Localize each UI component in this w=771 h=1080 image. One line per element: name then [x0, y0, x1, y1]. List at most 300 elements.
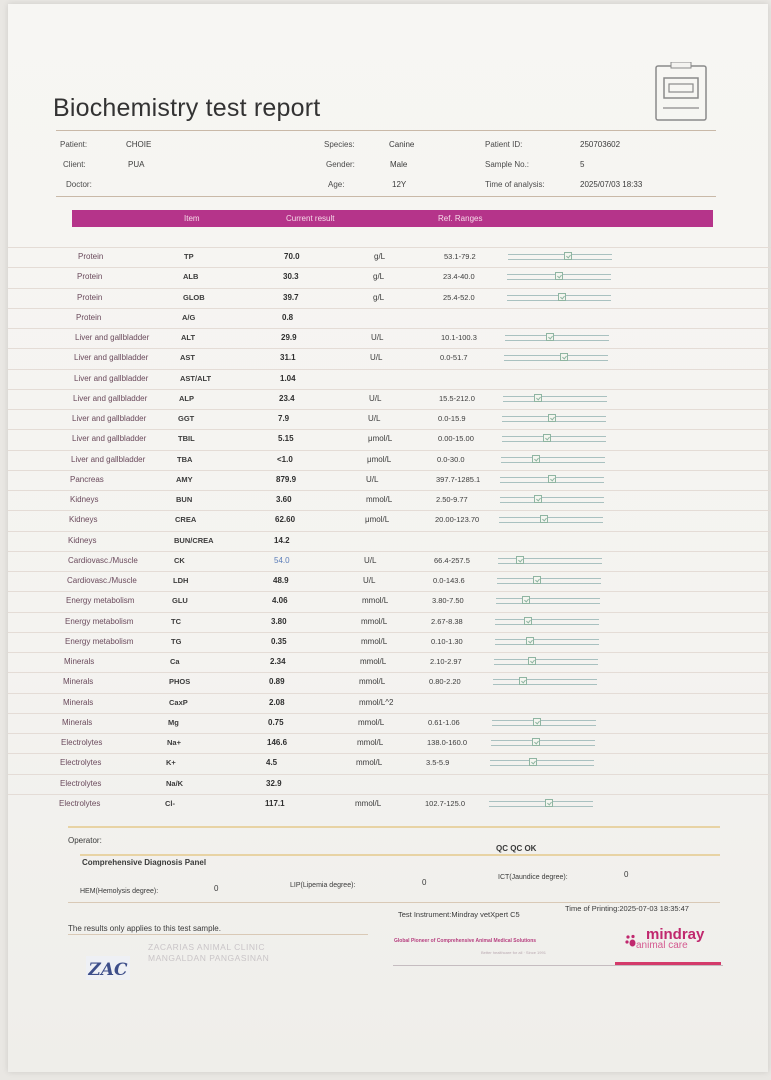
time-of-analysis-value: 2025/07/03 18:33: [580, 180, 643, 189]
ref-range-cell: 3.80-7.50: [432, 596, 464, 606]
range-marker-icon: [529, 758, 537, 766]
unit-cell: mmol/L: [357, 738, 384, 747]
range-bar: [500, 497, 604, 503]
disclaimer: The results only applies to this test sample.: [68, 924, 221, 933]
row-divider: [8, 450, 771, 451]
client-value: PUA: [128, 160, 145, 169]
category-cell: Kidneys: [68, 535, 97, 545]
item-cell: AST/ALT: [180, 373, 212, 383]
sample-no-label: Sample No.:: [485, 160, 530, 169]
ref-range-cell: 397.7-1285.1: [436, 474, 481, 484]
range-marker-icon: [516, 556, 524, 564]
row-divider: [8, 652, 771, 653]
analyzer-icon: [651, 62, 711, 124]
hem-label: HEM(Hemolysis degree):: [80, 888, 159, 895]
row-divider: [8, 470, 771, 471]
result-cell: 23.4: [279, 393, 295, 403]
patient-id-label: Patient ID:: [485, 140, 523, 149]
lip-label: LIP(Lipemia degree):: [290, 882, 356, 889]
row-divider: [8, 348, 771, 349]
unit-cell: U/L: [370, 353, 383, 363]
item-cell: TC: [171, 616, 181, 626]
range-bar-bottom: [504, 360, 608, 361]
table-row: [8, 551, 771, 571]
column-ref-ranges: Ref. Ranges: [438, 214, 483, 223]
unit-cell: U/L: [363, 576, 376, 585]
ref-range-cell: 0.61-1.06: [428, 717, 460, 727]
category-cell: Liver and gallbladder: [75, 333, 150, 342]
result-cell: 4.5: [266, 758, 278, 768]
brand-subtitle: animal care: [636, 940, 688, 951]
range-bar-top: [505, 335, 609, 336]
item-cell: CK: [174, 555, 185, 565]
unit-cell: U/L: [364, 555, 377, 565]
range-bar: [493, 679, 597, 685]
row-divider: [8, 531, 771, 532]
doctor-label: Doctor:: [66, 180, 92, 189]
row-divider: [8, 612, 771, 613]
item-cell: ALT: [181, 333, 196, 342]
range-bar-top: [501, 457, 605, 458]
result-cell: 7.9: [278, 414, 290, 423]
ref-range-cell: 2.50-9.77: [436, 495, 468, 504]
range-marker-icon: [526, 637, 534, 645]
item-cell: K+: [166, 758, 176, 768]
row-divider: [8, 753, 771, 754]
row-divider: [8, 632, 771, 633]
table-row: [8, 247, 771, 267]
ref-range-cell: 2.67-8.38: [431, 616, 463, 626]
range-marker-icon: [533, 718, 541, 726]
result-cell: 31.1: [280, 353, 296, 363]
clinic-logo-text: ZAC: [88, 960, 128, 980]
table-row: [8, 510, 771, 530]
row-divider: [8, 733, 771, 734]
category-cell: Protein: [77, 272, 103, 282]
row-divider: [8, 490, 771, 491]
result-cell: 117.1: [265, 798, 285, 808]
unit-cell: U/L: [368, 414, 381, 423]
ref-range-cell: 138.0-160.0: [427, 738, 468, 747]
table-row: [8, 774, 771, 794]
age-label: Age:: [328, 180, 345, 189]
range-marker-icon: [532, 738, 540, 746]
table-row: [8, 348, 771, 368]
table-row: [8, 672, 771, 692]
table-row: [8, 409, 771, 429]
item-cell: Cl-: [165, 798, 175, 808]
table-row: [8, 652, 771, 672]
result-cell: 2.08: [269, 697, 285, 707]
range-bar: [496, 598, 600, 604]
range-bar-top: [490, 760, 594, 761]
client-label: Client:: [63, 160, 86, 169]
header-rule-bottom: [56, 196, 716, 197]
result-cell: 54.0: [274, 555, 290, 565]
item-cell: AST: [180, 353, 195, 363]
category-cell: Electrolytes: [60, 758, 102, 768]
patient-id-value: 250703602: [580, 140, 621, 149]
result-cell: 0.89: [269, 677, 285, 687]
result-cell: 14.2: [274, 535, 290, 545]
clinic-logo: [86, 956, 130, 980]
ref-range-cell: 2.10-2.97: [430, 657, 462, 666]
range-bar-bottom: [492, 725, 596, 726]
ref-range-cell: 25.4-52.0: [443, 292, 475, 302]
unit-cell: g/L: [373, 272, 385, 282]
range-marker-icon: [548, 414, 556, 422]
range-bar-top: [494, 659, 598, 660]
table-row: [8, 794, 771, 814]
results-table-header: [72, 210, 713, 227]
column-current-result: Current result: [286, 214, 335, 223]
category-cell: Energy metabolism: [65, 616, 134, 626]
row-divider: [8, 409, 771, 410]
table-row: [8, 713, 771, 733]
species-value: Canine: [389, 140, 415, 149]
item-cell: Na+: [167, 738, 181, 747]
unit-cell: mmol/L: [355, 798, 382, 808]
range-bar-bottom: [496, 603, 600, 604]
range-bar: [498, 558, 602, 564]
range-marker-icon: [534, 495, 542, 503]
range-marker-icon: [560, 353, 568, 361]
range-bar-bottom: [494, 664, 598, 665]
table-row: [8, 733, 771, 753]
table-row: [8, 308, 771, 328]
unit-cell: mmol/L: [360, 657, 387, 666]
unit-cell: mmol/L: [358, 717, 385, 727]
row-divider: [8, 571, 771, 572]
item-cell: AMY: [176, 474, 193, 484]
range-bar: [495, 619, 599, 625]
category-cell: Liver and gallbladder: [72, 414, 147, 423]
ref-range-cell: 0.0-143.6: [433, 576, 465, 585]
range-bar-bottom: [491, 745, 595, 746]
row-divider: [8, 591, 771, 592]
result-cell: 62.60: [275, 515, 296, 525]
patient-label: Patient:: [60, 140, 88, 149]
result-cell: <1.0: [277, 454, 293, 464]
range-bar-top: [493, 679, 597, 680]
table-row: [8, 470, 771, 490]
unit-cell: mmol/L: [362, 596, 389, 606]
result-cell: 5.15: [278, 434, 294, 444]
ict-value: 0: [624, 870, 629, 879]
result-cell: 1.04: [280, 373, 296, 383]
category-cell: Minerals: [64, 657, 95, 666]
time-of-printing: Time of Printing:2025-07-03 18:35:47: [565, 904, 689, 913]
brand-name: mindray: [646, 926, 705, 943]
result-cell: 0.8: [282, 312, 294, 322]
table-row: [8, 531, 771, 551]
ref-range-cell: 20.00-123.70: [435, 515, 480, 525]
range-marker-icon: [519, 677, 527, 685]
item-cell: TBA: [177, 454, 193, 464]
unit-cell: mmol/L: [361, 636, 388, 646]
range-bar-bottom: [490, 765, 594, 766]
result-cell: 3.80: [271, 616, 287, 626]
ref-range-cell: 102.7-125.0: [425, 798, 466, 808]
footer-rule-2: [80, 854, 720, 856]
result-cell: 48.9: [273, 576, 289, 585]
category-cell: Kidneys: [70, 495, 99, 504]
ref-range-cell: 0.80-2.20: [429, 677, 461, 687]
category-cell: Liver and gallbladder: [74, 353, 149, 363]
category-cell: Energy metabolism: [65, 636, 134, 646]
category-cell: Protein: [78, 252, 104, 261]
report-paper: [8, 4, 768, 1072]
range-marker-icon: [546, 333, 554, 341]
category-cell: Liver and gallbladder: [74, 373, 149, 383]
table-row: [8, 612, 771, 632]
row-divider: [8, 551, 771, 552]
unit-cell: μmol/L: [365, 515, 390, 525]
item-cell: CaxP: [169, 697, 188, 707]
qc-status: QC QC OK: [496, 844, 537, 853]
range-marker-icon: [564, 252, 572, 260]
operator-label: Operator:: [68, 836, 102, 845]
range-bar-top: [503, 396, 607, 397]
range-bar: [489, 801, 593, 807]
item-cell: ALB: [183, 272, 199, 282]
range-bar: [497, 578, 601, 584]
item-cell: GLU: [172, 596, 188, 606]
item-cell: CREA: [175, 515, 197, 525]
result-cell: 2.34: [270, 657, 286, 666]
row-divider: [8, 369, 771, 370]
result-cell: 39.7: [283, 292, 299, 302]
patient-value: CHOIE: [126, 140, 152, 149]
category-cell: Minerals: [63, 677, 94, 687]
range-bar-bottom: [489, 806, 593, 807]
row-divider: [8, 247, 771, 248]
report-title: Biochemistry test report: [53, 94, 321, 122]
ref-range-cell: 3.5-5.9: [426, 758, 450, 768]
range-bar-top: [502, 436, 606, 437]
range-bar: [491, 740, 595, 746]
range-bar-bottom: [508, 259, 612, 260]
clinic-stamp: [148, 942, 298, 976]
row-divider: [8, 389, 771, 390]
category-cell: Minerals: [62, 717, 93, 727]
range-marker-icon: [545, 799, 553, 807]
range-bar-bottom: [497, 583, 601, 584]
range-bar: [494, 659, 598, 665]
range-bar-top: [489, 801, 593, 802]
age-value: 12Y: [392, 180, 407, 189]
item-cell: GGT: [178, 414, 195, 423]
global-tagline: Global Pioneer of Comprehensive Animal Medical Solutions: [394, 938, 537, 944]
small-tagline: Better healthcare for all · Since 1991: [481, 950, 546, 955]
footer-rule-3: [68, 902, 720, 903]
unit-cell: μmol/L: [367, 454, 392, 464]
range-bar-top: [492, 720, 596, 721]
category-cell: Protein: [77, 292, 103, 302]
range-marker-icon: [522, 596, 530, 604]
row-divider: [8, 288, 771, 289]
unit-cell: mmol/L^2: [359, 697, 394, 707]
table-row: [8, 328, 771, 348]
category-cell: Liver and gallbladder: [72, 434, 147, 444]
category-cell: Protein: [76, 312, 102, 322]
range-marker-icon: [548, 475, 556, 483]
lip-value: 0: [422, 878, 427, 887]
footer-rule-4: [68, 934, 368, 935]
result-cell: 3.60: [276, 495, 292, 504]
item-cell: TP: [184, 252, 194, 261]
item-cell: GLOB: [183, 292, 205, 302]
range-bar: [502, 436, 606, 442]
unit-cell: U/L: [371, 333, 384, 342]
range-marker-icon: [555, 272, 563, 280]
unit-cell: mmol/L: [356, 758, 383, 768]
range-bar-bottom: [502, 441, 606, 442]
range-marker-icon: [558, 293, 566, 301]
panel-name: Comprehensive Diagnosis Panel: [82, 858, 207, 867]
item-cell: A/G: [182, 312, 196, 322]
item-cell: Ca: [170, 657, 180, 666]
row-divider: [8, 510, 771, 511]
range-bar-bottom: [505, 340, 609, 341]
species-label: Species:: [324, 140, 355, 149]
table-row: [8, 267, 771, 287]
table-row: [8, 753, 771, 773]
unit-cell: μmol/L: [368, 434, 393, 444]
row-divider: [8, 774, 771, 775]
row-divider: [8, 267, 771, 268]
range-bar-top: [499, 517, 603, 518]
range-bar-top: [508, 254, 612, 255]
result-cell: 0.35: [271, 636, 287, 646]
ref-range-cell: 23.4-40.0: [443, 272, 475, 282]
range-bar-bottom: [501, 462, 605, 463]
ict-label: ICT(Jaundice degree):: [498, 874, 568, 881]
item-cell: Mg: [168, 717, 179, 727]
gender-label: Gender:: [326, 160, 355, 169]
row-divider: [8, 429, 771, 430]
table-row: [8, 389, 771, 409]
item-cell: Na/K: [166, 778, 184, 788]
item-cell: BUN: [176, 495, 193, 504]
ref-range-cell: 0.00-15.00: [438, 434, 474, 444]
ref-range-cell: 0.10-1.30: [431, 636, 463, 646]
ref-range-cell: 66.4-257.5: [434, 555, 470, 565]
unit-cell: g/L: [374, 252, 386, 261]
range-bar-top: [500, 497, 604, 498]
category-cell: Cardiovasc./Muscle: [68, 555, 138, 565]
unit-cell: U/L: [369, 393, 382, 403]
range-marker-icon: [532, 455, 540, 463]
header-rule-top: [56, 130, 716, 131]
range-bar-top: [491, 740, 595, 741]
range-bar-bottom: [495, 644, 599, 645]
result-cell: 879.9: [276, 474, 297, 484]
category-cell: Pancreas: [70, 474, 104, 484]
unit-cell: mmol/L: [361, 616, 388, 626]
item-cell: BUN/CREA: [174, 535, 214, 545]
ref-range-cell: 0.0-15.9: [438, 414, 466, 423]
item-cell: ALP: [179, 393, 194, 403]
category-cell: Kidneys: [69, 515, 98, 525]
range-bar: [500, 477, 604, 483]
unit-cell: mmol/L: [366, 495, 393, 504]
table-row: [8, 490, 771, 510]
range-bar-top: [504, 355, 608, 356]
range-marker-icon: [528, 657, 536, 665]
category-cell: Liver and gallbladder: [73, 393, 148, 403]
range-bar: [490, 760, 594, 766]
result-cell: 32.9: [266, 778, 282, 788]
range-marker-icon: [534, 394, 542, 402]
result-cell: 29.9: [281, 333, 297, 342]
table-row: [8, 591, 771, 611]
range-bar-bottom: [498, 563, 602, 564]
range-bar: [505, 335, 609, 341]
row-divider: [8, 713, 771, 714]
range-bar: [507, 274, 611, 280]
result-cell: 30.3: [283, 272, 299, 282]
row-divider: [8, 308, 771, 309]
item-cell: LDH: [173, 576, 189, 585]
time-of-analysis-label: Time of analysis:: [485, 180, 545, 189]
range-bar: [501, 457, 605, 463]
table-row: [8, 369, 771, 389]
range-bar: [504, 355, 608, 361]
category-cell: Cardiovasc./Muscle: [67, 576, 137, 585]
clinic-stamp-line-1: ZACARIAS ANIMAL CLINIC: [148, 942, 265, 952]
row-divider: [8, 328, 771, 329]
range-marker-icon: [533, 576, 541, 584]
table-row: [8, 450, 771, 470]
table-row: [8, 571, 771, 591]
item-cell: PHOS: [169, 677, 191, 687]
table-row: [8, 288, 771, 308]
unit-cell: U/L: [366, 474, 379, 484]
result-cell: 4.06: [272, 596, 288, 606]
result-cell: 70.0: [284, 252, 300, 261]
table-row: [8, 632, 771, 652]
range-bar: [503, 396, 607, 402]
ref-range-cell: 10.1-100.3: [441, 333, 477, 342]
range-bar-top: [495, 639, 599, 640]
ref-range-cell: 53.1-79.2: [444, 252, 476, 261]
range-bar-bottom: [500, 502, 604, 503]
category-cell: Electrolytes: [60, 778, 102, 788]
ref-range-cell: 0.0-30.0: [437, 454, 465, 464]
item-cell: TBIL: [178, 434, 195, 444]
range-bar-bottom: [495, 624, 599, 625]
gender-value: Male: [390, 160, 408, 169]
range-bar: [499, 517, 603, 523]
ref-range-cell: 0.0-51.7: [440, 353, 468, 363]
range-marker-icon: [524, 617, 532, 625]
table-row: [8, 693, 771, 713]
range-bar-top: [497, 578, 601, 579]
range-bar-top: [495, 619, 599, 620]
item-cell: TG: [171, 636, 182, 646]
column-item: Item: [184, 214, 200, 223]
row-divider: [8, 672, 771, 673]
ref-range-cell: 15.5-212.0: [439, 393, 475, 403]
row-divider: [8, 693, 771, 694]
category-cell: Energy metabolism: [66, 596, 135, 606]
result-cell: 0.75: [268, 717, 284, 727]
category-cell: Minerals: [63, 697, 94, 707]
range-bar: [495, 639, 599, 645]
unit-cell: g/L: [373, 292, 385, 302]
test-instrument: Test Instrument:Mindray vetXpert C5: [398, 910, 520, 919]
